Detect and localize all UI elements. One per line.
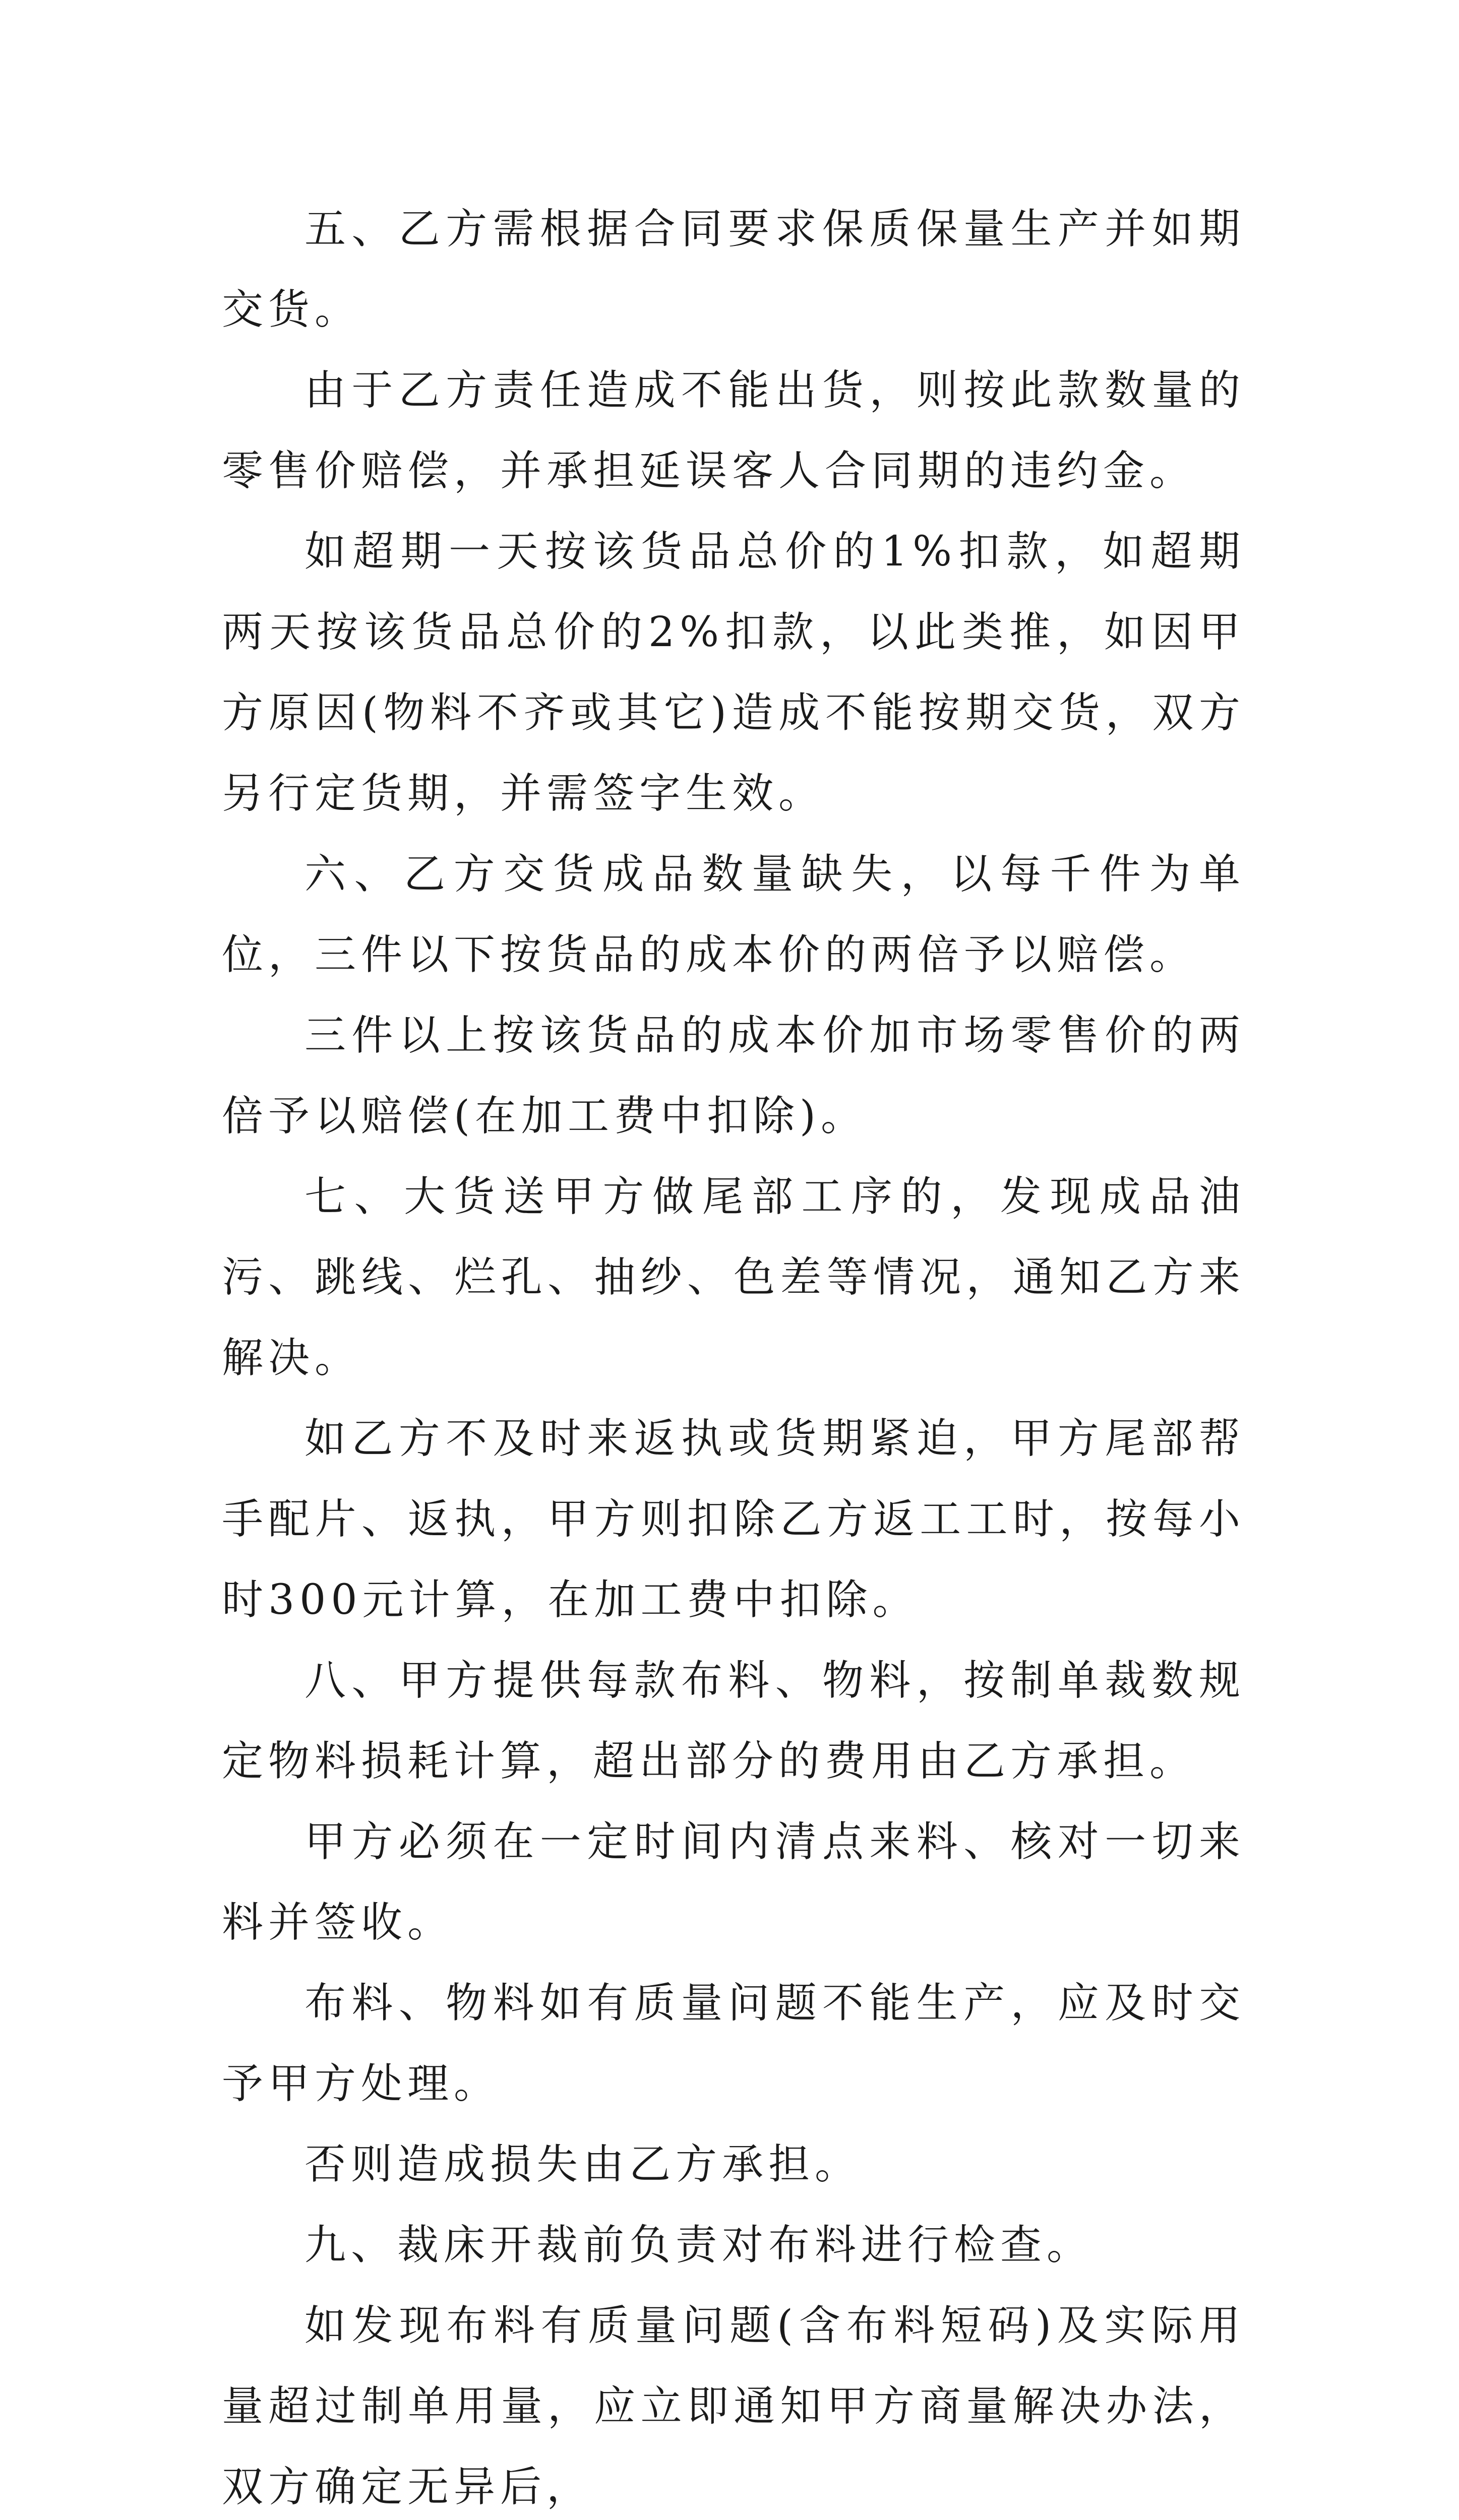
paragraph-material-check: 甲方必须在一定时间内清点来料、核对一切来料并签收。 [222,1818,1245,1946]
paragraph-shortage-compensation: 三件以上按该货品的成本价加市场零售价的两倍予以赔偿(在加工费中扣除)。 [222,1012,1245,1140]
paragraph-loss-liability: 否则造成损失由乙方承担。 [305,2140,862,2188]
paragraph-clause-6: 六、乙方交货成品数量缺失，以每千件为单位，三件以下按货品的成本价的两倍予以赔偿。 [222,850,1245,979]
document-body [222,189,1245,2520]
paragraph-clause-9: 九、裁床开裁前负责对布料进行检查。 [305,2221,1093,2269]
paragraph-clause-8: 八、甲方提供每款布料、物料，按制单裁数规定物料损耗计算，超出部分的费用由乙方承担。 [222,1657,1245,1785]
paragraph-material-quality: 布料、物料如有质量问题不能生产，应及时交予甲方处理。 [222,1979,1245,2108]
paragraph-fabric-issue: 如发现布料有质量问题(含布料短码)及实际用量超过制单用量，应立即通知甲方商量解决办法，双方确定无异后， [222,2302,1245,2511]
paragraph-compensation: 由于乙方责任造成不能出货，则按此款数量的零售价赔偿，并承担延误客人合同期的违约金。 [222,366,1245,495]
paragraph-overdue-deduction: 如超期一天按该货品总价的1%扣款，如超期两天按该货品总价的2%扣款，以此类推，如因甲方原因(物料不齐或其它)造成不能按期交货，双方另行定货期，并需签字生效。 [222,528,1245,817]
paragraph-rework-charge: 如乙方不及时来返执或货期紧迫，甲方尾部帮手配片、返执，甲方则扣除乙方返工工时，按每小时300元计算，在加工费中扣除。 [222,1415,1245,1624]
paragraph-clause-5: 五、乙方需根据合同要求保质保量生产并如期交货。 [222,205,1245,334]
paragraph-clause-7: 七、大货送甲方做尾部工序的，发现成品油污、跳线、烂孔、抽纱、色差等情况，通知乙方来解决。 [222,1173,1245,1382]
